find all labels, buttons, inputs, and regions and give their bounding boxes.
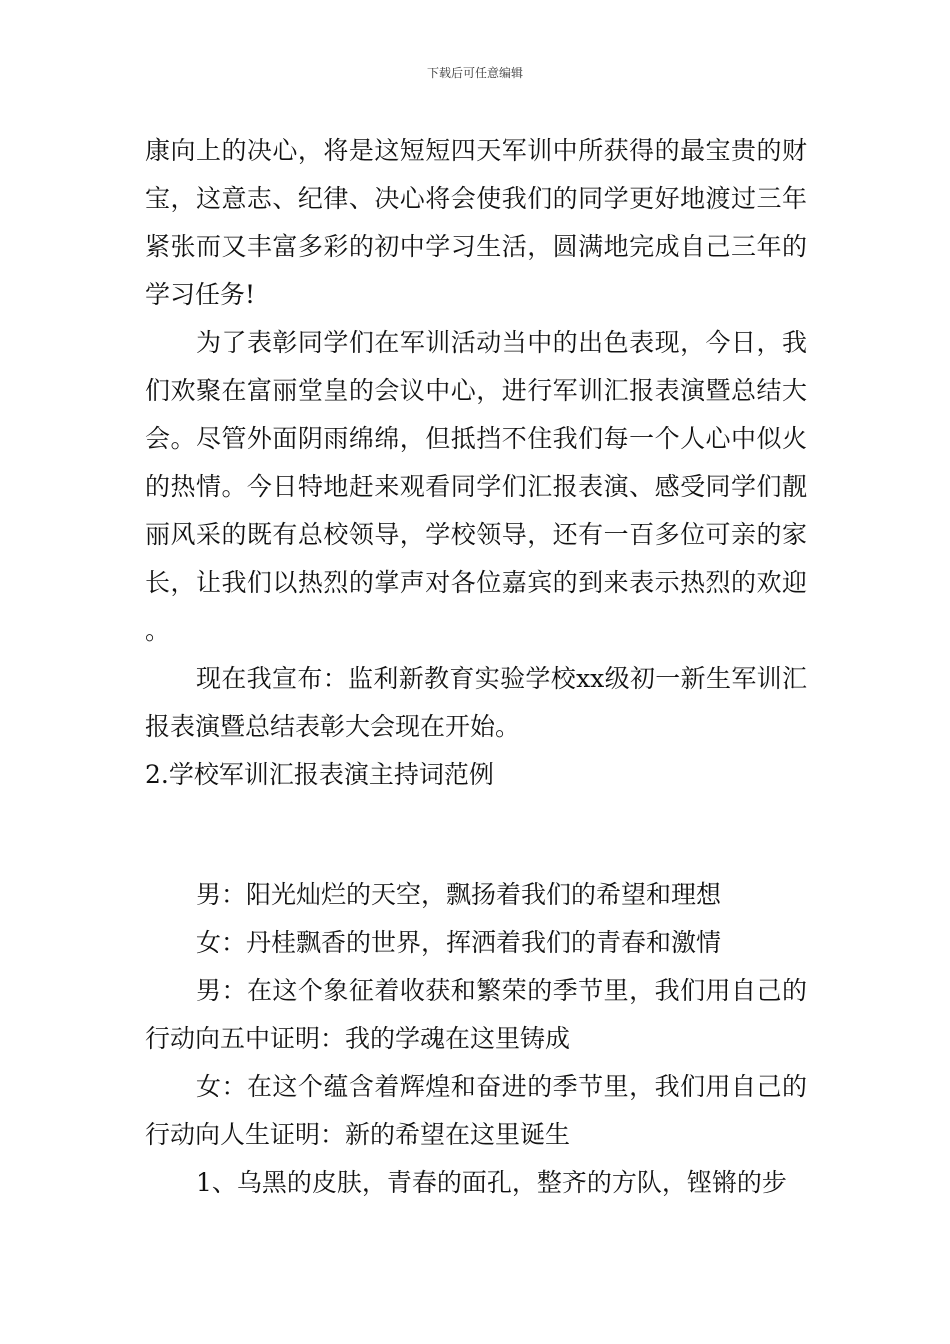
document-body: [145, 127, 807, 1207]
dialog-line-5: 1、乌黑的皮肤，青春的面孔，整齐的方队，铿锵的步: [196, 1168, 787, 1197]
dialog-line-4: 女：在这个蕴含着辉煌和奋进的季节里，我们用自己的行动向人生证明：新的希望在这里诞生: [145, 1072, 807, 1149]
paragraph-commendation: 为了表彰同学们在军训活动当中的出色表现，今日，我们欢聚在富丽堂皇的会议中心，进行军训汇报表演暨总结大会。尽管外面阴雨绵绵，但抵挡不住我们每一个人心中似火的热情。今日特地赶来观看同学们汇报表演、感受同学们靓丽风采的既有总校领导，学校领导，还有一百多位可亲的家长，让我们以热烈的掌声对各位嘉宾的到来表示热烈的欢迎。: [145, 328, 807, 645]
paragraph-continuation: 康向上的决心，将是这短短四天军训中所获得的最宝贵的财宝，这意志、纪律、决心将会使我们的同学更好地渡过三年紧张而又丰富多彩的初中学习生活，圆满地完成自己三年的学习任务!: [145, 136, 807, 309]
paragraph-announcement: 现在我宣布：监利新教育实验学校xx级初一新生军训汇报表演暨总结表彰大会现在开始。: [145, 664, 807, 741]
page-header-note: 下载后可任意编辑: [426, 66, 523, 80]
section-title: 2.学校军训汇报表演主持词范例: [145, 760, 494, 789]
blank-line: [145, 799, 807, 871]
dialog-line-3: 男：在这个象征着收获和繁荣的季节里，我们用自己的行动向五中证明：我的学魂在这里铸成: [145, 976, 807, 1053]
dialog-line-2: 女：丹桂飘香的世界，挥洒着我们的青春和激情: [196, 928, 722, 957]
dialog-line-1: 男：阳光灿烂的天空，飘扬着我们的希望和理想: [196, 880, 722, 909]
